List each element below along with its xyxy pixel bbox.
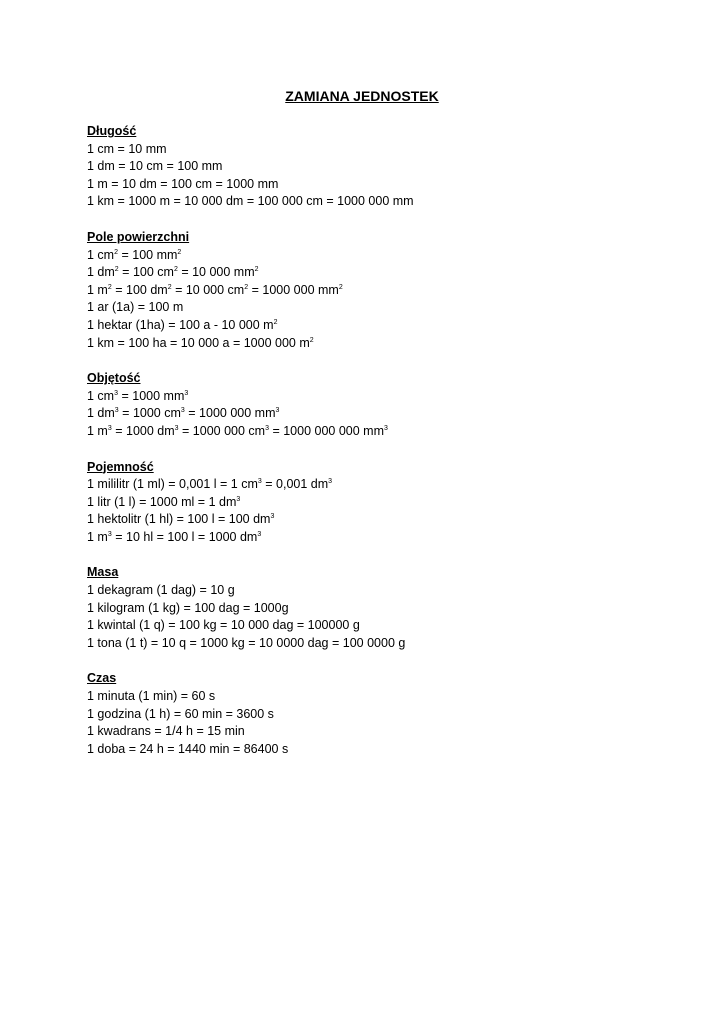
section <box>87 459 687 547</box>
exponent: 3 <box>275 407 280 415</box>
conversion-line <box>87 582 687 600</box>
conversion-text: = 1000 mm <box>118 388 185 403</box>
conversion-line <box>87 706 687 724</box>
conversion-line <box>87 529 687 547</box>
exponent: 3 <box>114 389 118 397</box>
section-heading: Masa <box>87 565 119 580</box>
section <box>87 564 687 652</box>
section <box>87 670 687 758</box>
conversion-text: = 10 000 mm <box>177 265 255 280</box>
exponent: 2 <box>254 266 259 274</box>
conversion-line <box>87 511 687 529</box>
exponent: 2 <box>338 283 343 291</box>
section-heading: Czas <box>87 671 117 686</box>
exponent: 3 <box>328 478 333 486</box>
conversion-text: = 1000 000 mm <box>248 282 339 297</box>
conversion-text: 1 godzina (1 h) = 60 min = 3600 s <box>87 706 274 721</box>
conversion-text: = 100 cm <box>118 265 174 280</box>
exponent: 3 <box>180 407 185 415</box>
conversion-text: 1 mililitr (1 ml) = 0,001 l = 1 cm <box>87 477 258 492</box>
exponent: 2 <box>173 266 178 274</box>
conversion-line <box>87 741 687 759</box>
conversion-line <box>87 299 687 317</box>
conversion-text: 1 m <box>87 423 108 438</box>
conversion-text: = 1000 dm <box>111 423 175 438</box>
conversion-text: 1 hektolitr (1 hl) = 100 l = 100 dm <box>87 512 271 527</box>
conversion-text: 1 dm <box>87 406 115 421</box>
conversion-text: = 1000 cm <box>118 406 181 421</box>
conversion-text: = 0,001 dm <box>261 477 329 492</box>
conversion-text: = 10 hl = 100 l = 1000 dm <box>111 529 258 544</box>
conversion-text: 1 cm = 10 mm <box>87 141 167 156</box>
conversion-line <box>87 141 687 159</box>
exponent: 2 <box>177 248 182 256</box>
conversion-text: 1 doba = 24 h = 1440 min = 86400 s <box>87 741 289 756</box>
conversion-text: 1 m = 10 dm = 100 cm = 1000 mm <box>87 176 279 191</box>
exponent: 3 <box>270 513 275 521</box>
conversion-line <box>87 476 687 494</box>
conversion-text: 1 minuta (1 min) = 60 s <box>87 689 216 704</box>
conversion-line <box>87 388 687 406</box>
conversion-line <box>87 635 687 653</box>
conversion-text: = 100 dm <box>111 282 168 297</box>
conversion-line <box>87 282 687 300</box>
conversion-text: 1 dm <box>87 265 115 280</box>
conversion-text: 1 m <box>87 282 108 297</box>
conversion-text: 1 kilogram (1 kg) = 100 dag = 1000g <box>87 600 289 615</box>
exponent: 2 <box>114 248 118 256</box>
page-title: ZAMIANA JEDNOSTEK <box>285 88 439 104</box>
conversion-text: 1 m <box>87 529 108 544</box>
section <box>87 229 687 352</box>
conversion-line <box>87 617 687 635</box>
conversion-text: = 1000 000 000 mm <box>268 423 384 438</box>
conversion-text: 1 cm <box>87 247 115 262</box>
conversion-text: 1 ar (1a) = 100 m <box>87 300 184 315</box>
section <box>87 370 687 440</box>
document-content <box>87 123 687 776</box>
conversion-text: 1 kwintal (1 q) = 100 kg = 10 000 dag = 100000 g <box>87 618 360 633</box>
conversion-line <box>87 723 687 741</box>
exponent: 3 <box>257 478 262 486</box>
conversion-line <box>87 317 687 335</box>
conversion-line <box>87 494 687 512</box>
section-heading: Długość <box>87 124 137 138</box>
exponent: 2 <box>273 318 278 326</box>
section-heading: Pole powierzchni <box>87 229 190 244</box>
exponent: 2 <box>114 266 119 274</box>
conversion-text: 1 hektar (1ha) = 100 a - 10 000 m <box>87 317 274 332</box>
conversion-text: = 100 mm <box>118 247 178 262</box>
conversion-line <box>87 193 687 211</box>
exponent: 3 <box>184 389 189 397</box>
exponent: 2 <box>244 283 249 291</box>
conversion-line <box>87 405 687 423</box>
conversion-line <box>87 423 687 441</box>
exponent: 3 <box>114 407 119 415</box>
conversion-line <box>87 158 687 176</box>
conversion-line <box>87 600 687 618</box>
exponent: 3 <box>174 424 179 432</box>
section-heading: Objętość <box>87 371 141 386</box>
exponent: 3 <box>384 424 388 432</box>
conversion-line <box>87 176 687 194</box>
exponent: 3 <box>265 424 269 432</box>
exponent: 3 <box>257 530 262 538</box>
conversion-text: 1 cm <box>87 388 115 403</box>
exponent: 3 <box>236 495 241 503</box>
conversion-line <box>87 335 687 353</box>
conversion-text: 1 dm = 10 cm = 100 mm <box>87 159 223 174</box>
exponent: 2 <box>309 336 314 344</box>
conversion-text: 1 dekagram (1 dag) = 10 g <box>87 583 235 598</box>
exponent: 3 <box>107 530 112 538</box>
conversion-text: 1 km = 100 ha = 10 000 a = 1000 000 m <box>87 335 310 350</box>
conversion-line <box>87 688 687 706</box>
conversion-text: = 1000 000 cm <box>178 423 266 438</box>
conversion-text: = 10 000 cm <box>171 282 245 297</box>
section-heading: Pojemność <box>87 459 154 474</box>
conversion-text: 1 km = 1000 m = 10 000 dm = 100 000 cm = 1000 000 mm <box>87 194 414 209</box>
conversion-text: 1 tona (1 t) = 10 q = 1000 kg = 10 0000 dag = 100 0000 g <box>87 635 406 650</box>
conversion-line <box>87 264 687 282</box>
conversion-text: 1 kwadrans = 1/4 h = 15 min <box>87 724 245 739</box>
exponent: 2 <box>167 283 172 291</box>
conversion-text: = 1000 000 mm <box>184 406 276 421</box>
exponent: 2 <box>107 283 112 291</box>
exponent: 3 <box>107 424 112 432</box>
section <box>87 123 687 211</box>
conversion-line <box>87 247 687 265</box>
conversion-text: 1 litr (1 l) = 1000 ml = 1 dm <box>87 494 237 509</box>
